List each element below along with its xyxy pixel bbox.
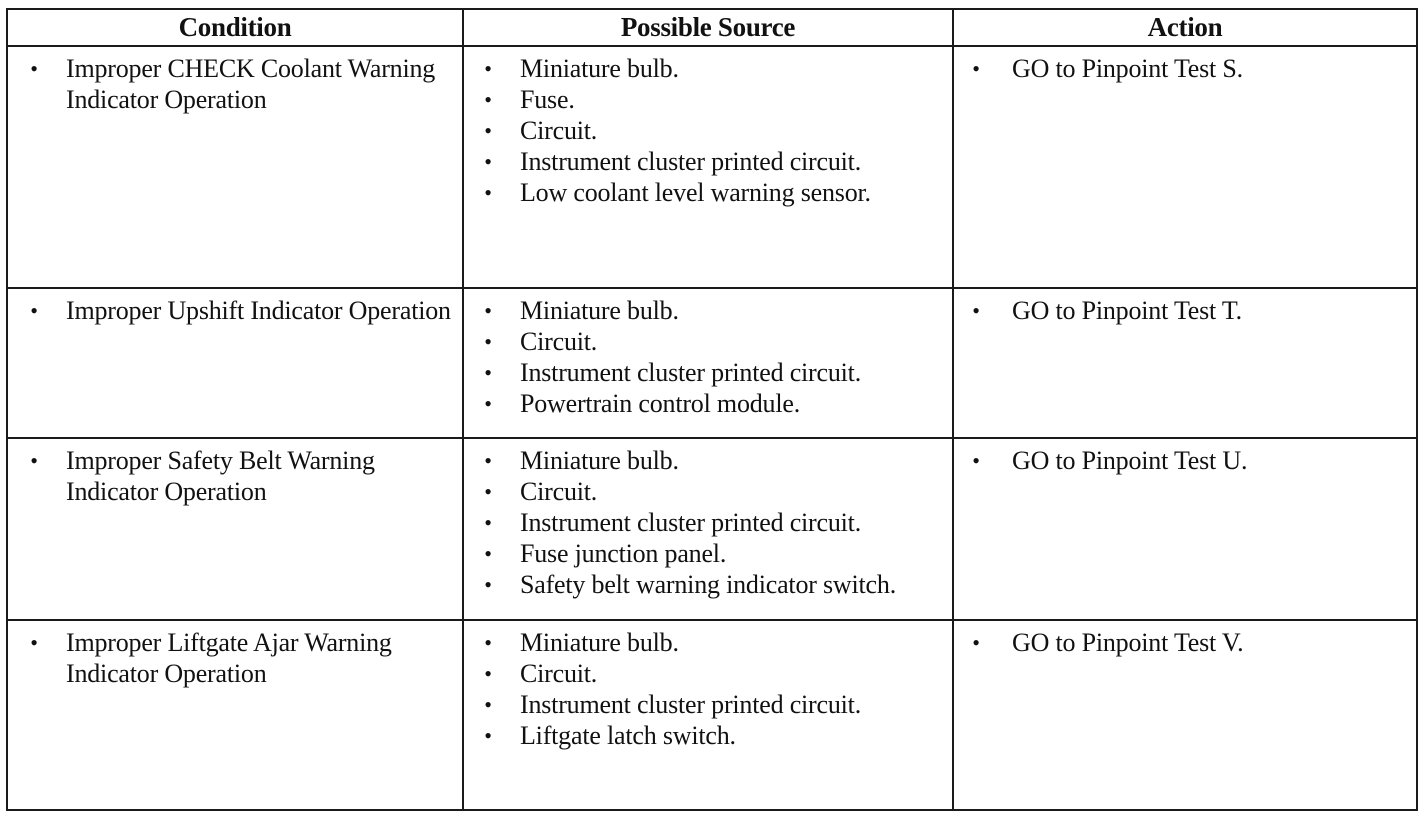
action-text: GO to Pinpoint Test T. [1012,296,1242,325]
condition-text: Improper Upshift Indicator Operation [66,296,451,325]
action-text: GO to Pinpoint Test S. [1012,54,1243,83]
source-item [464,627,942,658]
action-item [954,627,1406,658]
bullet-icon: • [484,661,492,686]
condition-text: Improper Safety Belt Warning Indicator Operation [66,446,375,506]
source-text: Circuit. [520,116,598,145]
bullet-icon: • [484,572,492,597]
bullet-icon: • [484,56,492,81]
action-item [954,295,1406,326]
source-text: Miniature bulb. [520,446,679,475]
source-cell [463,288,953,438]
bullet-icon: • [484,360,492,385]
condition-text: Improper CHECK Coolant Warning Indicator Operation [66,54,436,114]
bullet-icon: • [484,541,492,566]
table-row [7,620,1417,810]
source-text: Miniature bulb. [520,628,679,657]
source-item [464,507,942,538]
source-text: Circuit. [520,477,598,506]
source-item [464,326,942,357]
action-text: GO to Pinpoint Test U. [1012,446,1248,475]
condition-item [8,627,452,689]
bullet-icon: • [484,298,492,323]
table-row [7,46,1417,288]
source-cell [463,620,953,810]
source-text: Liftgate latch switch. [520,721,736,750]
condition-cell [7,46,463,288]
bullet-icon: • [30,56,38,81]
header-row [7,9,1417,46]
bullet-icon: • [484,479,492,504]
header-action: Action [953,9,1417,46]
condition-item [8,295,452,326]
diagnosis-table [6,8,1418,811]
bullet-icon: • [30,448,38,473]
bullet-icon: • [484,391,492,416]
source-text: Low coolant level warning sensor. [520,178,871,207]
source-item [464,115,942,146]
source-item [464,357,942,388]
source-text: Circuit. [520,659,598,688]
bullet-icon: • [30,630,38,655]
source-item [464,53,942,84]
header-possible-source: Possible Source [463,9,953,46]
source-item [464,658,942,689]
header-condition: Condition [7,9,463,46]
bullet-icon: • [972,448,980,473]
action-item [954,53,1406,84]
source-text: Miniature bulb. [520,54,679,83]
action-cell [953,438,1417,620]
condition-text: Improper Liftgate Ajar Warning Indicator Operation [66,628,392,688]
source-text: Miniature bulb. [520,296,679,325]
source-item [464,720,942,751]
bullet-icon: • [484,180,492,205]
action-cell [953,288,1417,438]
source-item [464,84,942,115]
bullet-icon: • [484,692,492,717]
bullet-icon: • [484,329,492,354]
source-text: Circuit. [520,327,598,356]
source-item [464,445,942,476]
source-text: Instrument cluster printed circuit. [520,147,862,176]
bullet-icon: • [30,298,38,323]
action-text: GO to Pinpoint Test V. [1012,628,1244,657]
source-item [464,146,942,177]
source-item [464,295,942,326]
action-cell [953,620,1417,810]
condition-item [8,53,452,115]
source-item [464,177,942,208]
source-text: Fuse junction panel. [520,539,727,568]
source-text: Fuse. [520,85,575,114]
source-cell [463,438,953,620]
bullet-icon: • [484,118,492,143]
bullet-icon: • [484,723,492,748]
source-item [464,388,942,419]
source-text: Instrument cluster printed circuit. [520,508,862,537]
source-item [464,538,942,569]
bullet-icon: • [484,87,492,112]
source-item [464,689,942,720]
bullet-icon: • [972,56,980,81]
bullet-icon: • [484,510,492,535]
table-row [7,288,1417,438]
action-item [954,445,1406,476]
bullet-icon: • [484,448,492,473]
bullet-icon: • [484,630,492,655]
diagnosis-sheet [6,8,1416,816]
bullet-icon: • [484,149,492,174]
bullet-icon: • [972,630,980,655]
source-item [464,476,942,507]
condition-cell [7,620,463,810]
condition-cell [7,288,463,438]
action-cell [953,46,1417,288]
source-item [464,569,942,600]
condition-cell [7,438,463,620]
bullet-icon: • [972,298,980,323]
source-cell [463,46,953,288]
condition-item [8,445,452,507]
source-text: Safety belt warning indicator switch. [520,570,896,599]
source-text: Instrument cluster printed circuit. [520,690,862,719]
table-row [7,438,1417,620]
source-text: Instrument cluster printed circuit. [520,358,862,387]
source-text: Powertrain control module. [520,389,801,418]
